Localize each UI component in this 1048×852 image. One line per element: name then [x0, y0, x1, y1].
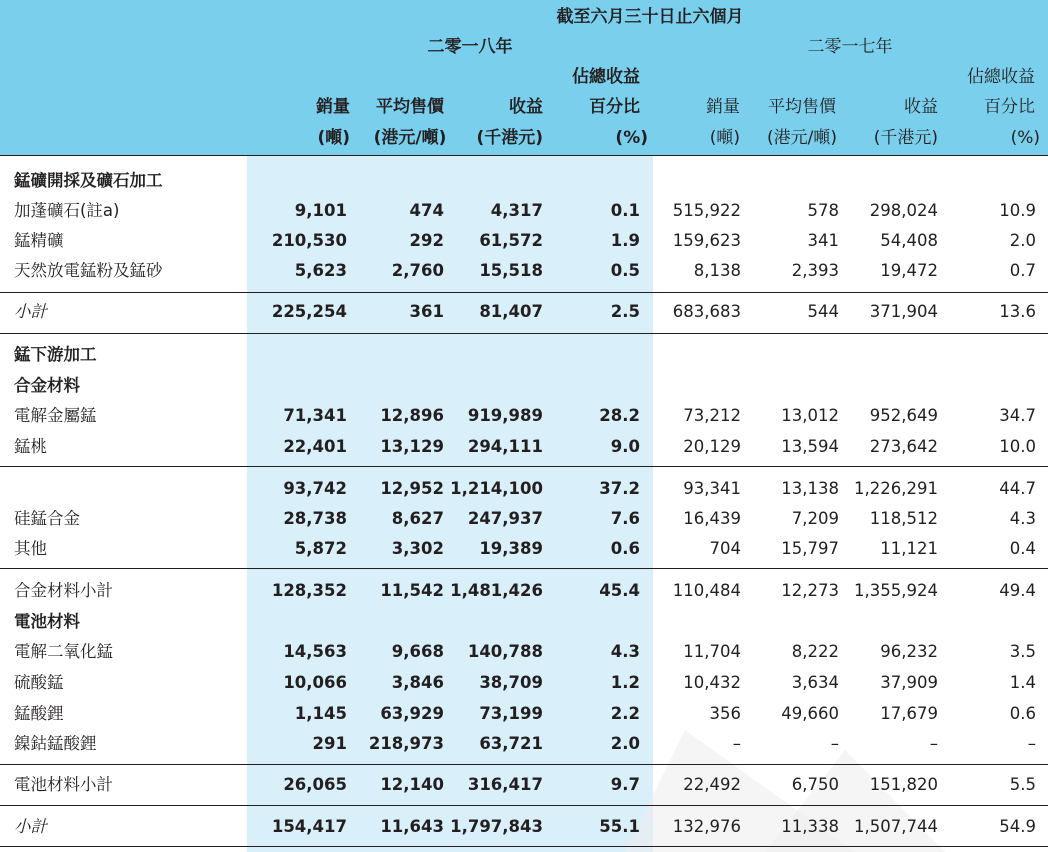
col-pct-2017-line1: 佔總收益 [967, 67, 1035, 87]
cell-2017: 37,909 [880, 673, 938, 692]
cell-2018: 11,643 [380, 817, 444, 836]
cell-2017: 1,507,744 [854, 817, 938, 836]
row-label: 合金材料小計 [14, 581, 113, 600]
cell-2018: 81,407 [479, 302, 543, 321]
row-label: 鎳鈷錳酸鋰 [14, 734, 97, 753]
col-volume-2018: 銷量 [316, 97, 350, 117]
cell-2017: 8,138 [693, 261, 741, 280]
col-price-2018: 平均售價 [376, 97, 444, 117]
cell-2017: 73,212 [683, 406, 741, 425]
cell-2017: 13,138 [781, 479, 839, 498]
cell-2017: 20,129 [683, 437, 741, 456]
cell-2018: 154,417 [271, 817, 347, 836]
col-pct-2017-line2: 百分比 [984, 97, 1035, 117]
row-label: 錳桃 [14, 437, 47, 456]
cell-2018: 2.0 [610, 734, 640, 753]
cell-2018: 2.2 [610, 704, 640, 723]
cell-2018: 71,341 [283, 406, 347, 425]
cell-2018: 291 [312, 734, 347, 753]
col-pct-2018-line2: 百分比 [589, 97, 640, 117]
col-pct-2018-line1: 佔總收益 [572, 67, 640, 87]
cell-2017: 1,226,291 [854, 479, 938, 498]
cell-2017: 49,660 [781, 704, 839, 723]
cell-2017: 683,683 [672, 302, 741, 321]
cell-2018: 0.1 [610, 201, 640, 220]
cell-2018: 9,101 [294, 201, 347, 220]
row-label: 電解二氧化錳 [14, 642, 113, 661]
rule-after-subtotal-1 [0, 333, 1048, 334]
col-volume-unit-2018: (噸) [317, 128, 350, 148]
cell-2017: – [1027, 734, 1036, 753]
cell-2018: 316,417 [467, 775, 543, 794]
cell-2018: 93,742 [283, 479, 347, 498]
cell-2018: 12,952 [380, 479, 444, 498]
cell-2018: 28,738 [283, 509, 347, 528]
col-price-unit-2018: (港元/噸) [373, 128, 447, 148]
cell-2018: 9.7 [610, 775, 640, 794]
cell-2018: 1,797,843 [450, 817, 543, 836]
cell-2017: 11,338 [781, 817, 839, 836]
cell-2017: 6,750 [791, 775, 839, 794]
cell-2018: 13,129 [380, 437, 444, 456]
row-label: 其他 [14, 539, 47, 558]
cell-2017: 93,341 [683, 479, 741, 498]
cell-2017: 704 [709, 539, 741, 558]
row-label: 天然放電錳粉及錳砂 [14, 261, 163, 280]
cell-2017: 132,976 [672, 817, 741, 836]
cell-2017: 11,121 [880, 539, 938, 558]
cell-2018: 63,929 [380, 704, 444, 723]
cell-2018: 12,896 [380, 406, 444, 425]
cell-2018: 7.6 [610, 509, 640, 528]
cell-2018: 73,199 [479, 704, 543, 723]
row-label: 錳礦開採及礦石加工 [14, 171, 163, 190]
cell-2017: 0.4 [1009, 539, 1036, 558]
cell-2017: 13.6 [999, 302, 1036, 321]
cell-2018: 45.4 [599, 581, 640, 600]
cell-2018: 22,401 [283, 437, 347, 456]
cell-2018: 128,352 [271, 581, 347, 600]
col-price-unit-2017: (港元/噸) [767, 128, 837, 148]
cell-2017: 54,408 [880, 231, 938, 250]
cell-2018: 3,302 [391, 539, 444, 558]
cell-2018: 1,214,100 [450, 479, 543, 498]
cell-2017: 11,704 [683, 642, 741, 661]
row-label: 加蓬礦石(註a) [14, 201, 120, 220]
col-volume-2017: 銷量 [706, 97, 740, 117]
cell-2017: 298,024 [869, 201, 938, 220]
cell-2017: 5.5 [1009, 775, 1036, 794]
cell-2018: 225,254 [271, 302, 347, 321]
cell-2017: 515,922 [672, 201, 741, 220]
rule-before-alloy-sum [0, 466, 1048, 467]
period-title: 截至六月三十日止六個月 [556, 7, 744, 27]
cell-2017: 49.4 [999, 581, 1036, 600]
rule-before-battery-subtotal [0, 764, 1048, 765]
cell-2018: 292 [409, 231, 444, 250]
cell-2017: 3,634 [791, 673, 839, 692]
cell-2018: 5,623 [294, 261, 347, 280]
cell-2017: 96,232 [880, 642, 938, 661]
cell-2017: 110,484 [672, 581, 741, 600]
col-pct-unit-2018: (%) [615, 128, 648, 148]
col-pct-unit-2017: (%) [1010, 128, 1040, 148]
row-label: 合金材料 [14, 376, 80, 395]
cell-2017: 578 [807, 201, 839, 220]
cell-2017: 19,472 [880, 261, 938, 280]
rule-after-subtotal-2 [0, 846, 1048, 847]
cell-2018: 1.9 [610, 231, 640, 250]
col-price-2017: 平均售價 [768, 97, 836, 117]
cell-2018: 37.2 [599, 479, 640, 498]
cell-2018: 55.1 [599, 817, 640, 836]
cell-2018: 61,572 [479, 231, 543, 250]
cell-2018: 14,563 [283, 642, 347, 661]
cell-2017: 10.9 [999, 201, 1036, 220]
rule-before-subtotal-1 [0, 292, 1048, 293]
cell-2018: 10,066 [283, 673, 347, 692]
row-label: 小計 [14, 817, 47, 836]
col-volume-unit-2017: (噸) [709, 128, 740, 148]
cell-2018: 4,317 [490, 201, 543, 220]
year-2018-label: 二零一八年 [427, 37, 513, 57]
cell-2018: 19,389 [479, 539, 543, 558]
cell-2017: 4.3 [1009, 509, 1036, 528]
row-label: 錳下游加工 [14, 345, 97, 364]
header-bottom-rule [0, 155, 1048, 156]
row-label: 錳酸鋰 [14, 704, 64, 723]
cell-2018: 12,140 [380, 775, 444, 794]
row-label: 錳精礦 [14, 231, 64, 250]
cell-2018: 218,973 [368, 734, 444, 753]
cell-2017: 2,393 [791, 261, 839, 280]
cell-2018: 11,542 [380, 581, 444, 600]
cell-2017: 13,012 [781, 406, 839, 425]
cell-2018: 3,846 [391, 673, 444, 692]
cell-2017: 7,209 [791, 509, 839, 528]
cell-2017: 341 [807, 231, 839, 250]
cell-2017: 15,797 [781, 539, 839, 558]
cell-2017: 1.4 [1009, 673, 1036, 692]
col-revenue-unit-2017: (千港元) [873, 128, 938, 148]
col-revenue-2017: 收益 [904, 97, 938, 117]
cell-2018: 919,989 [467, 406, 543, 425]
cell-2018: 38,709 [479, 673, 543, 692]
cell-2017: – [732, 734, 741, 753]
cell-2017: 17,679 [880, 704, 938, 723]
cell-2017: 151,820 [869, 775, 938, 794]
cell-2017: 12,273 [781, 581, 839, 600]
cell-2018: 15,518 [479, 261, 543, 280]
cell-2017: 371,904 [869, 302, 938, 321]
cell-2017: 952,649 [869, 406, 938, 425]
cell-2017: 44.7 [999, 479, 1036, 498]
cell-2018: 0.6 [610, 539, 640, 558]
cell-2017: 0.6 [1009, 704, 1036, 723]
cell-2018: 28.2 [599, 406, 640, 425]
col-revenue-unit-2018: (千港元) [476, 128, 543, 148]
cell-2018: 210,530 [271, 231, 347, 250]
row-label: 電解金屬錳 [14, 406, 97, 425]
cell-2018: 5,872 [294, 539, 347, 558]
row-label: 小計 [14, 302, 47, 321]
cell-2017: 16,439 [683, 509, 741, 528]
cell-2018: 294,111 [467, 437, 543, 456]
cell-2017: 10.0 [999, 437, 1036, 456]
cell-2018: 9.0 [610, 437, 640, 456]
col-revenue-2018: 收益 [509, 97, 543, 117]
cell-2017: 1,355,924 [854, 581, 938, 600]
cell-2017: 34.7 [999, 406, 1036, 425]
row-label: 硫酸錳 [14, 673, 64, 692]
cell-2017: 159,623 [672, 231, 741, 250]
cell-2017: 3.5 [1009, 642, 1036, 661]
cell-2017: 2.0 [1009, 231, 1036, 250]
cell-2017: 118,512 [869, 509, 938, 528]
cell-2018: 9,668 [391, 642, 444, 661]
row-label: 電池材料 [14, 612, 80, 631]
cell-2017: 13,594 [781, 437, 839, 456]
cell-2018: 361 [409, 302, 444, 321]
cell-2017: 10,432 [683, 673, 741, 692]
cell-2018: 247,937 [467, 509, 543, 528]
cell-2018: 474 [409, 201, 444, 220]
rule-before-alloy-subtotal [0, 568, 1048, 569]
cell-2018: 4.3 [610, 642, 640, 661]
year-2017-label: 二零一七年 [807, 37, 893, 57]
row-label: 硅錳合金 [14, 509, 80, 528]
cell-2017: 273,642 [869, 437, 938, 456]
cell-2018: 8,627 [391, 509, 444, 528]
cell-2018: 1.2 [610, 673, 640, 692]
cell-2018: 2,760 [391, 261, 444, 280]
cell-2018: 1,481,426 [450, 581, 543, 600]
cell-2018: 1,145 [294, 704, 347, 723]
cell-2018: 63,721 [479, 734, 543, 753]
cell-2017: – [830, 734, 839, 753]
cell-2017: 356 [709, 704, 741, 723]
cell-2018: 140,788 [467, 642, 543, 661]
cell-2017: 54.9 [999, 817, 1036, 836]
cell-2017: 8,222 [791, 642, 839, 661]
cell-2018: 26,065 [283, 775, 347, 794]
cell-2017: 22,492 [683, 775, 741, 794]
cell-2018: 2.5 [610, 302, 640, 321]
rule-before-subtotal-2 [0, 805, 1048, 806]
cell-2017: 0.7 [1009, 261, 1036, 280]
cell-2017: 544 [807, 302, 839, 321]
cell-2018: 0.5 [610, 261, 640, 280]
cell-2017: – [929, 734, 938, 753]
row-label: 電池材料小計 [14, 775, 113, 794]
